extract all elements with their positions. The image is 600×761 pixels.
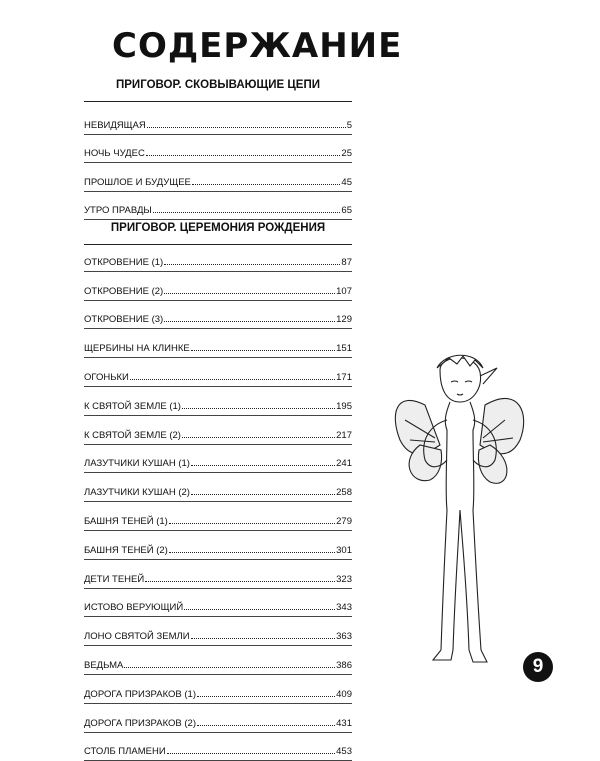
toc-list-1 [84,106,352,220]
toc-entry [84,733,352,761]
dot-leader [164,263,340,265]
dot-leader [191,349,335,351]
toc-entry-page: 386 [336,659,352,671]
toc-entry-title: ДОРОГА ПРИЗРАКОВ (2) [84,717,196,729]
toc-entry-title: ОТКРОВЕНИЕ (3) [84,314,164,326]
toc-entry [84,272,352,301]
toc-entry-title: НЕВИДЯЩАЯ [84,119,146,131]
page-number-badge: 9 [523,652,553,682]
dot-leader [182,407,335,409]
toc-entry-page: 45 [341,176,352,188]
toc-entry [84,617,352,646]
toc-entry-page: 363 [336,631,352,643]
dot-leader [192,183,341,185]
toc-entry [84,192,352,221]
dot-leader [164,292,335,294]
toc-entry [84,646,352,675]
dot-leader [153,211,341,213]
page-title: СОДЕРЖАНИЕ [112,26,403,66]
dot-leader [184,608,335,610]
toc-entry-title: БАШНЯ ТЕНЕЙ (2) [84,544,168,556]
toc-entry-page: 217 [336,429,352,441]
toc-entry-title: ДЕТИ ТЕНЕЙ [84,573,145,585]
toc-entry-page: 129 [336,314,352,326]
toc-entry [84,502,352,531]
section-heading-1: ПРИГОВОР. СКОВЫВАЮЩИЕ ЦЕПИ [84,79,352,102]
dot-leader [169,551,335,553]
toc-entry-page: 301 [336,544,352,556]
toc-entry [84,531,352,560]
toc-entry-title: НОЧЬ ЧУДЕС [84,148,145,159]
toc-entry-title: К СВЯТОЙ ЗЕМЛЕ (1) [84,400,181,412]
toc-entry-title: ДОРОГА ПРИЗРАКОВ (1) [84,688,196,700]
toc-entry-title: ЛОНО СВЯТОЙ ЗЕМЛИ [84,631,190,643]
section-heading-2: ПРИГОВОР. ЦЕРЕМОНИЯ РОЖДЕНИЯ [84,222,352,245]
toc-entry-page: 151 [336,343,352,355]
dot-leader [145,580,335,582]
toc-entry-page: 65 [341,205,352,216]
toc-entry-page: 409 [336,688,352,700]
toc-entry [84,329,352,358]
toc-entry-page: 453 [336,746,352,758]
toc-entry [84,675,352,704]
dot-leader [164,320,335,322]
toc-entry-title: СТОЛБ ПЛАМЕНИ [84,746,166,758]
toc-entry-title: ПРОШЛОЕ И БУДУЩЕЕ [84,176,191,188]
dot-leader [191,464,335,466]
toc-entry [84,416,352,445]
toc-entry-page: 5 [346,119,352,131]
toc-entry-title: К СВЯТОЙ ЗЕМЛЕ (2) [84,429,181,441]
dot-leader [169,522,335,524]
toc-entry [84,243,352,272]
dot-leader [146,154,341,156]
dot-leader [147,126,346,128]
toc-entry-page: 431 [336,717,352,729]
dot-leader [124,666,335,668]
toc-entry-page: 25 [341,148,352,159]
toc-entry-page: 241 [336,458,352,470]
dot-leader [191,637,336,639]
toc-entry [84,445,352,474]
dot-leader [167,752,335,754]
dot-leader [191,493,335,495]
toc-entry [84,560,352,589]
toc-entry [84,301,352,330]
toc-entry-page: 258 [336,487,352,499]
toc-entry-title: ЛАЗУТЧИКИ КУШАН (2) [84,487,190,499]
toc-entry [84,106,352,135]
toc-entry-title: ОТКРОВЕНИЕ (2) [84,285,164,297]
toc-entry [84,704,352,733]
toc-entry-title: ИСТОВО ВЕРУЮЩИЙ [84,602,184,614]
toc-entry-page: 343 [336,602,352,614]
toc-entry [84,163,352,192]
toc-entry-page: 107 [336,285,352,297]
toc-entry-page: 279 [336,515,352,527]
dot-leader [197,695,335,697]
toc-entry-title: ЩЕРБИНЫ НА КЛИНКЕ [84,343,190,355]
toc-entry-title: ОГОНЬКИ [84,371,129,383]
toc-entry [84,358,352,387]
toc-entry [84,589,352,618]
toc-entry-title: ЛАЗУТЧИКИ КУШАН (1) [84,458,190,470]
dot-leader [197,724,335,726]
toc-entry-title: УТРО ПРАВДЫ [84,205,152,216]
toc-entry-page: 87 [341,256,352,268]
dot-leader [182,436,335,438]
toc-entry-title: ОТКРОВЕНИЕ (1) [84,256,164,268]
toc-entry [84,473,352,502]
toc-entry-title: БАШНЯ ТЕНЕЙ (1) [84,515,168,527]
toc-entry [84,135,352,164]
toc-entry [84,387,352,416]
toc-entry-title: ВЕДЬМА [84,659,124,671]
toc-entry-page: 323 [336,573,352,585]
dot-leader [130,378,335,380]
toc-entry-page: 195 [336,400,352,412]
toc-list-2 [84,243,352,761]
toc-entry-page: 171 [336,371,352,383]
fairy-illustration [385,350,535,670]
